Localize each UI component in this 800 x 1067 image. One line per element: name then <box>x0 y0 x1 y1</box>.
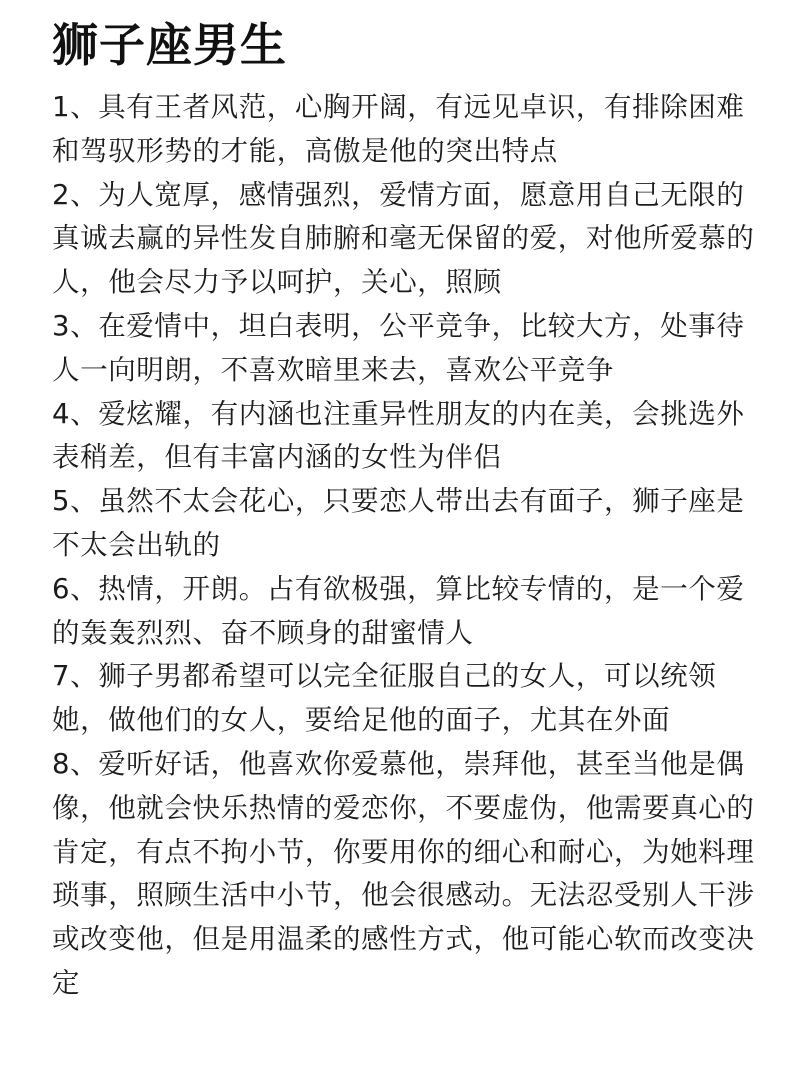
list-item-2: 2、为人宽厚，感情强烈，爱情方面，愿意用自己无限的真诚去赢的异性发自肺腑和毫无保留的爱，对他所爱慕的人，他会尽力予以呵护，关心，照顾 <box>52 178 755 299</box>
list-item-7: 7、狮子男都希望可以完全征服自己的女人，可以统领她，做他们的女人，要给足他的面子，尤其在外面 <box>52 660 717 737</box>
list-item-1: 1、具有王者风范，心胸开阔，有远见卓识，有排除困难和驾驭形势的才能，高傲是他的突出特点 <box>52 91 745 167</box>
list-item-4: 4、爱炫耀，有内涵也注重异性朋友的内在美，会挑选外表稍差，但有丰富内涵的女性为伴侣 <box>52 397 745 474</box>
trait-list <box>52 86 760 1006</box>
page-title: 狮子座男生 <box>52 18 287 72</box>
list-item-5: 5、虽然不太会花心，只要恋人带出去有面子，狮子座是不太会出轨的 <box>52 485 745 561</box>
list-item-6: 6、热情，开朗。占有欲极强，算比较专情的，是一个爱的轰轰烈烈、奋不顾身的甜蜜情人 <box>52 572 745 649</box>
list-item-8: 8、爱听好话，他喜欢你爱慕他，崇拜他，甚至当他是偶像，他就会快乐热情的爱恋你，不要虚伪，他需要真心的肯定，有点不拘小节，你要用你的细心和耐心，为她料理琐事，照顾生活中小节，他会很感动。无法忍受别人干涉或改变他，但是用温柔的感性方式，他可能心软而改变决定 <box>52 747 755 999</box>
list-item-3: 3、在爱情中，坦白表明，公平竞争，比较大方，处事待人一向明朗，不喜欢暗里来去，喜欢公平竞争 <box>52 309 745 386</box>
